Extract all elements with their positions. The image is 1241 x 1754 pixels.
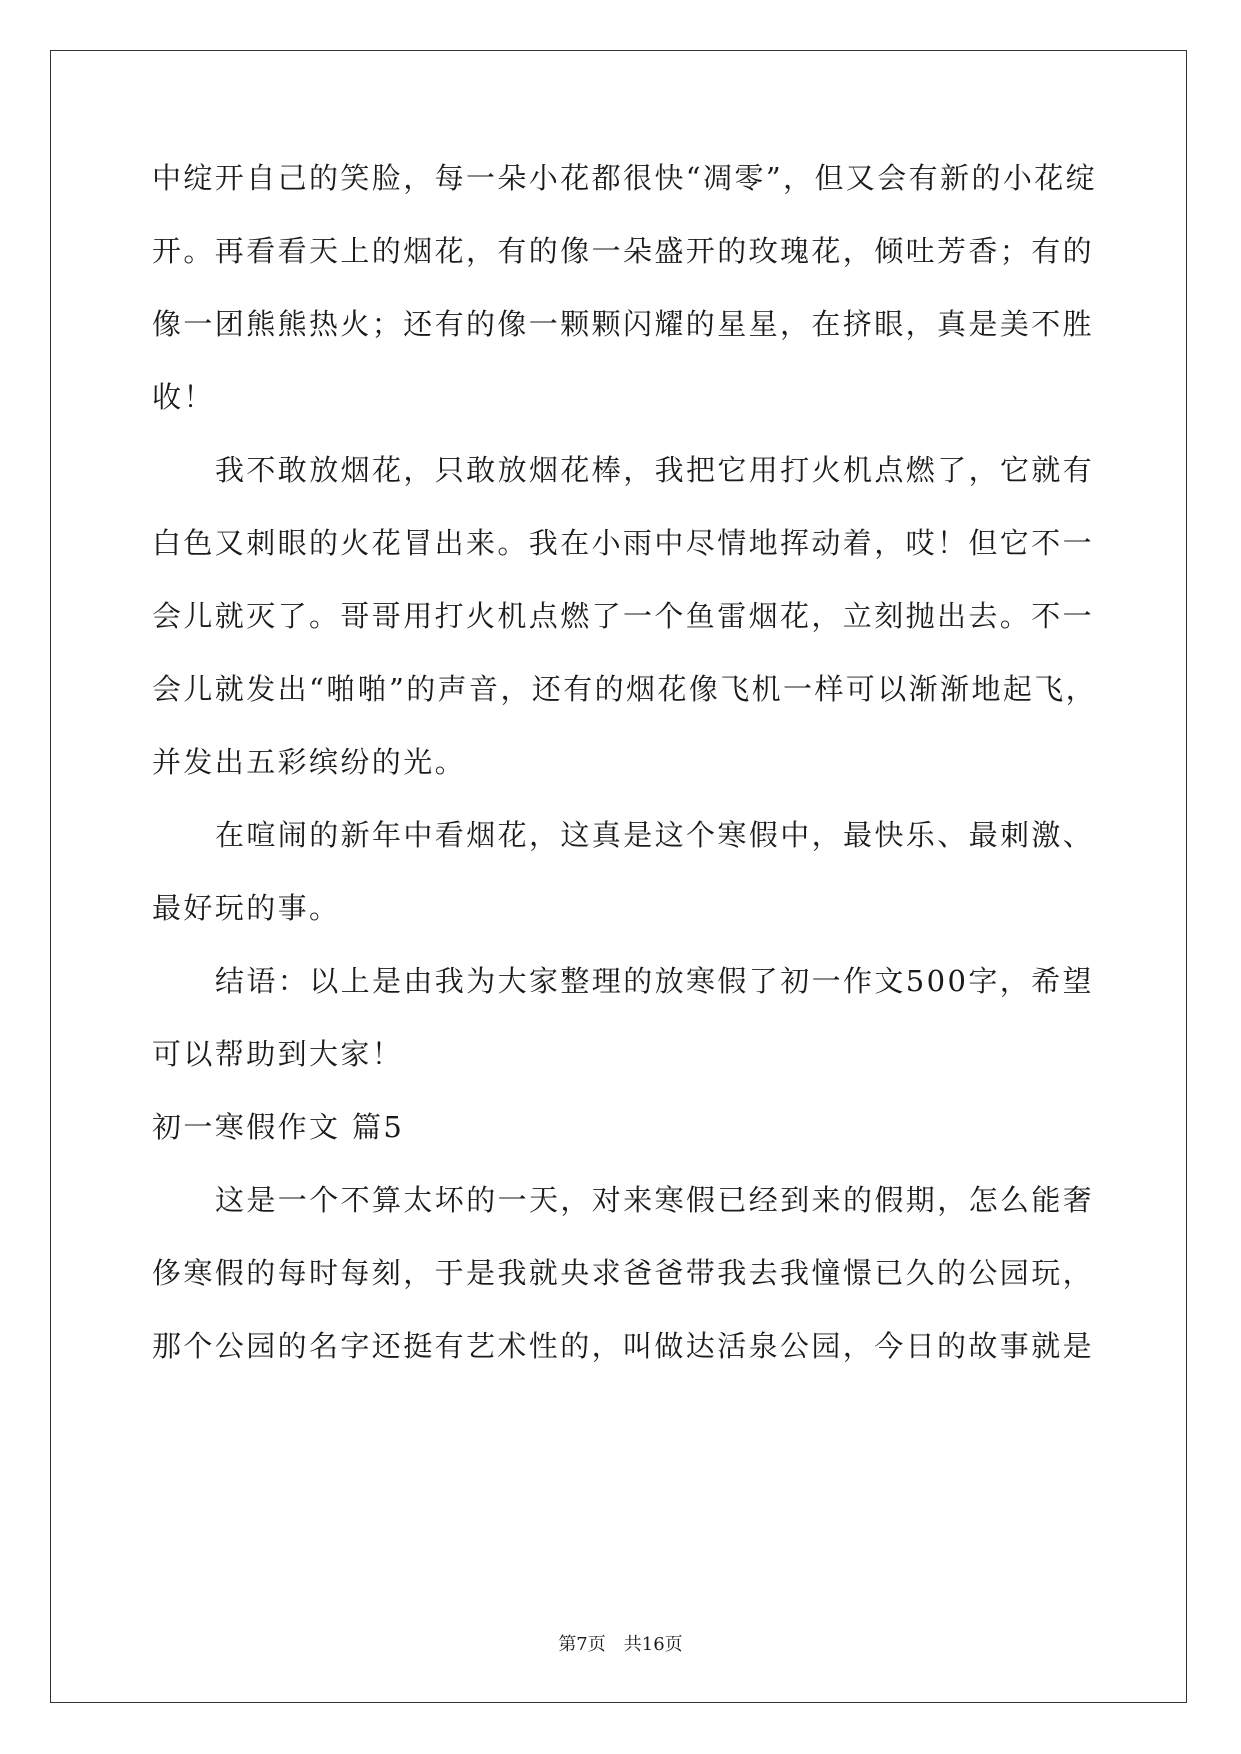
text-line: 会儿就灭了。哥哥用打火机点燃了一个鱼雷烟花，立刻抛出去。不一 xyxy=(152,599,1095,633)
text-line: 中绽开自己的笑脸，每一朵小花都很快“凋零”，但又会有新的小花绽 xyxy=(152,161,1098,195)
text-line: 白色又刺眼的火花冒出来。我在小雨中尽情地挥动着，哎！但它不一 xyxy=(152,526,1095,560)
text-line: 像一团熊熊热火；还有的像一颗颗闪耀的星星，在挤眼，真是美不胜 xyxy=(152,307,1095,341)
page-number-footer: 第7页 共16页 xyxy=(558,1634,683,1655)
text-line: 在喧闹的新年中看烟花，这真是这个寒假中，最快乐、最刺激、 xyxy=(215,818,1095,852)
text-line: 开。再看看天上的烟花，有的像一朵盛开的玫瑰花，倾吐芳香；有的 xyxy=(152,234,1095,268)
text-line: 这是一个不算太坏的一天，对来寒假已经到来的假期，怎么能奢 xyxy=(215,1183,1095,1217)
page-border xyxy=(50,50,1187,1703)
section-heading: 初一寒假作文 篇5 xyxy=(152,1110,405,1144)
text-line: 会儿就发出“啪啪”的声音，还有的烟花像飞机一样可以渐渐地起飞， xyxy=(152,672,1098,706)
text-line: 结语：以上是由我为大家整理的放寒假了初一作文500字，希望 xyxy=(215,964,1094,998)
text-line: 并发出五彩缤纷的光。 xyxy=(152,745,467,779)
text-line: 最好玩的事。 xyxy=(152,891,341,925)
text-line: 侈寒假的每时每刻，于是我就央求爸爸带我去我憧憬已久的公园玩， xyxy=(152,1256,1095,1290)
text-line: 我不敢放烟花，只敢放烟花棒，我把它用打火机点燃了，它就有 xyxy=(215,453,1095,487)
text-line: 可以帮助到大家！ xyxy=(152,1037,404,1071)
text-line: 那个公园的名字还挺有艺术性的，叫做达活泉公园，今日的故事就是 xyxy=(152,1329,1095,1363)
text-line: 收！ xyxy=(152,380,215,414)
